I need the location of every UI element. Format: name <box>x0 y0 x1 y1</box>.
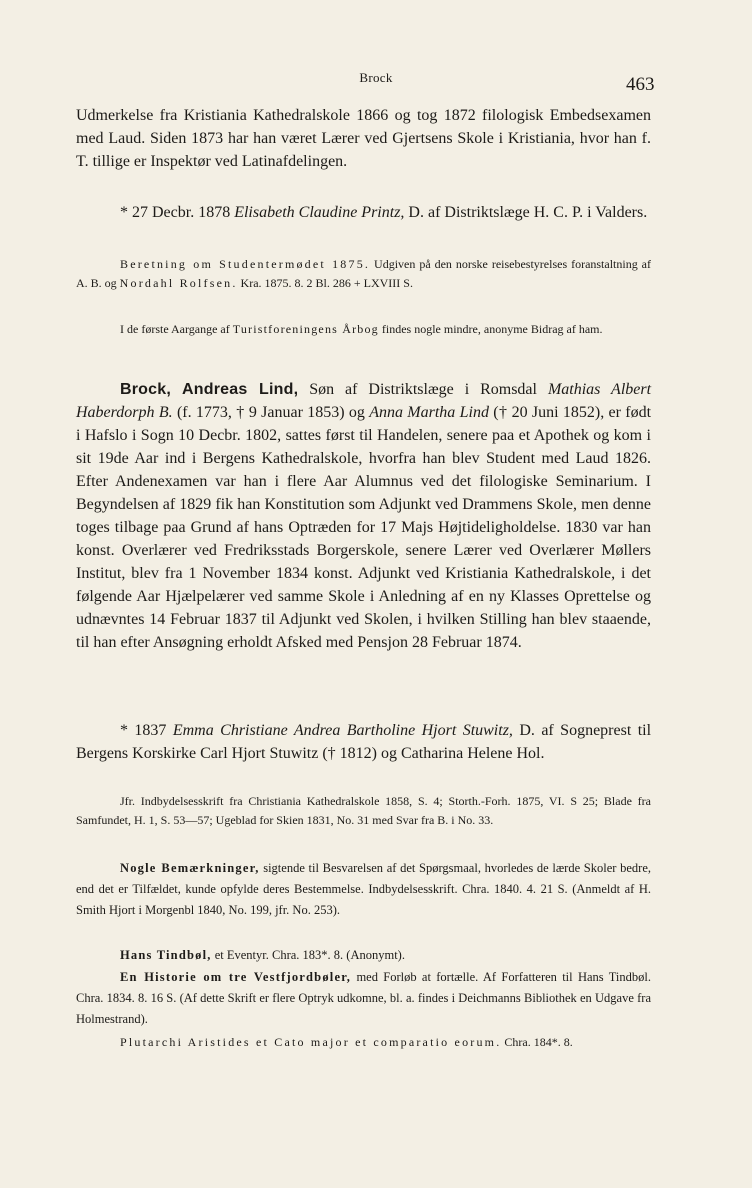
entry2-wife-name: Emma Christiane Andrea Bartholine Hjort Stuwitz, <box>172 722 513 739</box>
entry2-headword: Brock, Andreas Lind, <box>120 381 299 398</box>
work-1-text: sigtende til Besvarelsen af det Spørgsmaal, hvorledes de lærde Skoler bedre, end det er Tilfældet, kunde opfylde deres Bestemmelse. Indbydelsesskrift. Chra. 1840. 4. 21 S. (Anmeldt af H. Smith Hjort i Morgenbl 1840, No. 199, jfr. No. 253). <box>76 861 651 917</box>
entry2-mother-name: Anna Martha Lind <box>369 404 489 421</box>
entry2-work-2 <box>76 945 651 966</box>
entry2-marriage <box>76 719 651 765</box>
entry2-references: Jfr. Indbydelsesskrift fra Christiania Kathedralskole 1858, S. 4; Storth.-Forh. 1875, VI. S 25; Blade fra Samfundet, H. 1, S. 53—57; Ugeblad for Skien 1831, No. 31 med Svar fra B. i No. 33. <box>76 794 651 827</box>
work-3-title: En Historie om tre Vestfjordbøler, <box>120 970 352 984</box>
work-1-title: Nogle Bemærkninger, <box>120 861 260 875</box>
entry2-marriage-date: * 1837 <box>120 722 167 739</box>
running-head: Brock <box>359 70 393 85</box>
entry1-note-post: findes nogle mindre, anonyme Bidrag af ham. <box>381 322 603 336</box>
entry2-marriage-text: D. af Sogneprest til Bergens Korskirke Carl Hjort Stuwitz († 1812) og Catharina Helene Hol. <box>76 722 652 762</box>
page-number: 463 <box>626 74 655 95</box>
work-4-text: Chra. 184*. 8. <box>504 1035 573 1049</box>
entry1-note-pre: I de første Aargange af <box>120 322 230 336</box>
work-4-title: Plutarchi Aristides et Cato major et comparatio eorum. <box>120 1035 502 1049</box>
entry1-body: Udmerkelse fra Kristiania Kathedralskole 1866 og tog 1872 filologisk Embedsexamen med Laud. Siden 1873 har han været Lærer ved Gjertsens Skole i Kristiania, hvor han f. T. tillige er Inspektør ved Latinafdelingen. <box>76 107 651 170</box>
entry1-works-names: Nordahl Rolfsen. <box>119 276 238 290</box>
entry2-work-4 <box>76 1033 651 1052</box>
entry1-works-rest: Udgiven på den norske reisebestyrelses foranstaltning af A. B. og <box>76 257 651 290</box>
entry1-note <box>76 320 651 339</box>
entry2-text-1: Søn af Distriktslæge i Romsdal <box>309 381 537 398</box>
entry1-works-end: Kra. 1875. 8. 2 Bl. 286 + LXVIII S. <box>240 276 413 290</box>
work-3-text: med Forløb at fortælle. Af Forfatteren til Hans Tindbøl. Chra. 1834. 8. 16 S. (Af dette Skrift er flere Optryk udkomne, bl. a. findes i Deichmanns Bibliothek en Udgave fra Holmestrand). <box>76 970 651 1026</box>
entry1-marriage-text: D. af Distriktslæge H. C. P. i Valders. <box>408 204 648 221</box>
entry2-work-1 <box>76 858 651 921</box>
entry1-marriage <box>76 201 651 224</box>
entry2-text-2: (f. 1773, † 9 Januar 1853) og <box>176 404 365 421</box>
entry2-work-3 <box>76 967 651 1030</box>
work-2-title: Hans Tindbøl, <box>120 948 212 962</box>
entry2-father-name: Mathias Albert Haberdorph B. <box>76 381 652 421</box>
entry2-text-3: († 20 Juni 1852), er født i Hafslo i Sogn 10 Decbr. 1802, sattes først til Handelen, senere paa et Apothek og kom i sit 19de Aar ind i Bergens Kathedralskole, hvorfra han blev Student med Laud 1826. Efter Andenexamen var han i flere Aar Alumnus ved det filologiske Seminarium. I Begyndelsen af 1829 fik han Konstitution som Adjunkt ved Drammens Skole, men denne toges tilbage paa Grund af hans Optræden for 17 Majs Højtideligholdelse. 1830 var han konst. Overlærer ved Fredriksstads Borgerskole, senere Lærer ved Overlærer Møllers Institut, blev fra 1 November 1834 konst. Adjunkt ved Kristiania Kathedralskole, i det følgende Aar Hjælpelærer ved samme Skole i Anledning af en ny Klasses Oprettelse og udnævntes 14 Februar 1837 til Adjunkt ved Skolen, i hvilken Stilling han blev staaende, til han efter Ansøgning erholdt Afsked med Pensjon 28 Februar 1874. <box>76 404 652 651</box>
entry1-note-title: Turistforeningens Årbog <box>232 322 379 336</box>
entry1-wife-name: Elisabeth Claudine Printz, <box>234 204 405 221</box>
entry2-body <box>76 378 651 654</box>
entry1-works <box>76 255 651 293</box>
entry1-works-title: Beretning om Studentermødet 1875. <box>120 257 371 271</box>
entry1-marriage-date: * 27 Decbr. 1878 <box>120 204 231 221</box>
work-2-text: et Eventyr. Chra. 183*. 8. (Anonymt). <box>214 948 405 962</box>
